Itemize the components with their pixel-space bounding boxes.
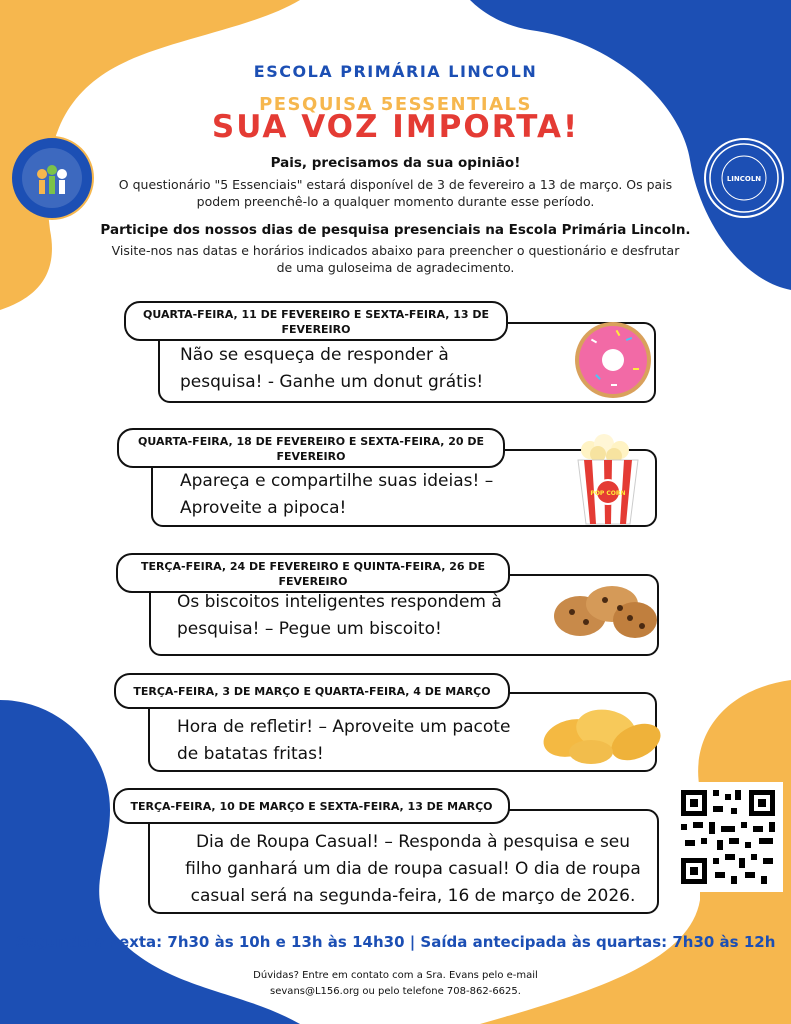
popcorn-label: POP CORN bbox=[590, 490, 626, 497]
event-dates-3: TERÇA-FEIRA, 24 DE FEVEREIRO E QUINTA-FEIRA, 26 DE FEVEREIRO bbox=[116, 553, 510, 593]
district-logo-icon bbox=[12, 138, 92, 218]
intro-title: Pais, precisamos da sua opinião! bbox=[270, 155, 521, 171]
event-dates-2: QUARTA-FEIRA, 18 DE FEVEREIRO E SEXTA-FEIRA, 20 DE FEVEREIRO bbox=[117, 428, 505, 468]
contact-info: Dúvidas? Entre em contato com a Sra. Evans pelo e-mail sevans@L156.org ou pelo telefone 708-862-6625. bbox=[253, 970, 538, 997]
event-message-1: Não se esqueça de responder à pesquisa! - Ganhe um donut grátis! bbox=[180, 345, 484, 392]
office-hours: Segunda a sexta: 7h30 às 10h e 13h às 14h30 | Saída antecipada às quartas: 7h30 às 12h bbox=[15, 933, 776, 951]
event-dates-4: TERÇA-FEIRA, 3 DE MARÇO E QUARTA-FEIRA, 4 DE MARÇO bbox=[114, 673, 510, 709]
participate-title: Participe dos nossos dias de pesquisa presenciais na Escola Primária Lincoln. bbox=[100, 222, 691, 238]
event-message-2: Apareça e compartilhe suas ideias! – Aproveite a pipoca! bbox=[180, 471, 494, 518]
event-message-5: Dia de Roupa Casual! – Responda à pesquisa e seu filho ganhará um dia de roupa casual! O dia de roupa casual será na segunda-feira, 16 de março de 2026. bbox=[185, 832, 641, 906]
logo-center-text: LINCOLN bbox=[726, 175, 762, 183]
event-message-4: Hora de refletir! – Aproveite um pacote de batatas fritas! bbox=[177, 717, 511, 764]
donut-icon bbox=[571, 318, 655, 402]
event-message-3: Os biscoitos inteligentes respondem à pesquisa! – Pegue um biscoito! bbox=[177, 592, 502, 639]
survey-name: PESQUISA 5ESSENTIALS bbox=[259, 94, 532, 115]
chips-icon bbox=[531, 700, 673, 770]
district-logo bbox=[10, 136, 94, 220]
qr-code-graphic bbox=[673, 782, 783, 892]
event-dates-1: QUARTA-FEIRA, 11 DE FEVEREIRO E SEXTA-FEIRA, 13 DE FEVEREIRO bbox=[124, 301, 508, 341]
popcorn-icon bbox=[568, 432, 648, 530]
participate-text: Visite-nos nas datas e horários indicados abaixo para preencher o questionário e desfrutar de uma guloseima de agradecimento. bbox=[111, 243, 680, 275]
intro-text: O questionário "5 Essenciais" estará disponível de 3 de fevereiro a 13 de março. Os pais podem preenchê-lo a qualquer momento durante esse período. bbox=[118, 177, 673, 209]
event-dates-5: TERÇA-FEIRA, 10 DE MARÇO E SEXTA-FEIRA, 13 DE MARÇO bbox=[113, 788, 510, 824]
lincoln-school-logo bbox=[704, 138, 784, 218]
lincoln-logo-icon bbox=[706, 140, 782, 216]
cookies-icon bbox=[550, 582, 660, 644]
headline: SUA VOZ IMPORTA! bbox=[211, 109, 580, 145]
qr-code-icon[interactable] bbox=[673, 782, 783, 892]
school-name: ESCOLA PRIMÁRIA LINCOLN bbox=[253, 62, 538, 81]
